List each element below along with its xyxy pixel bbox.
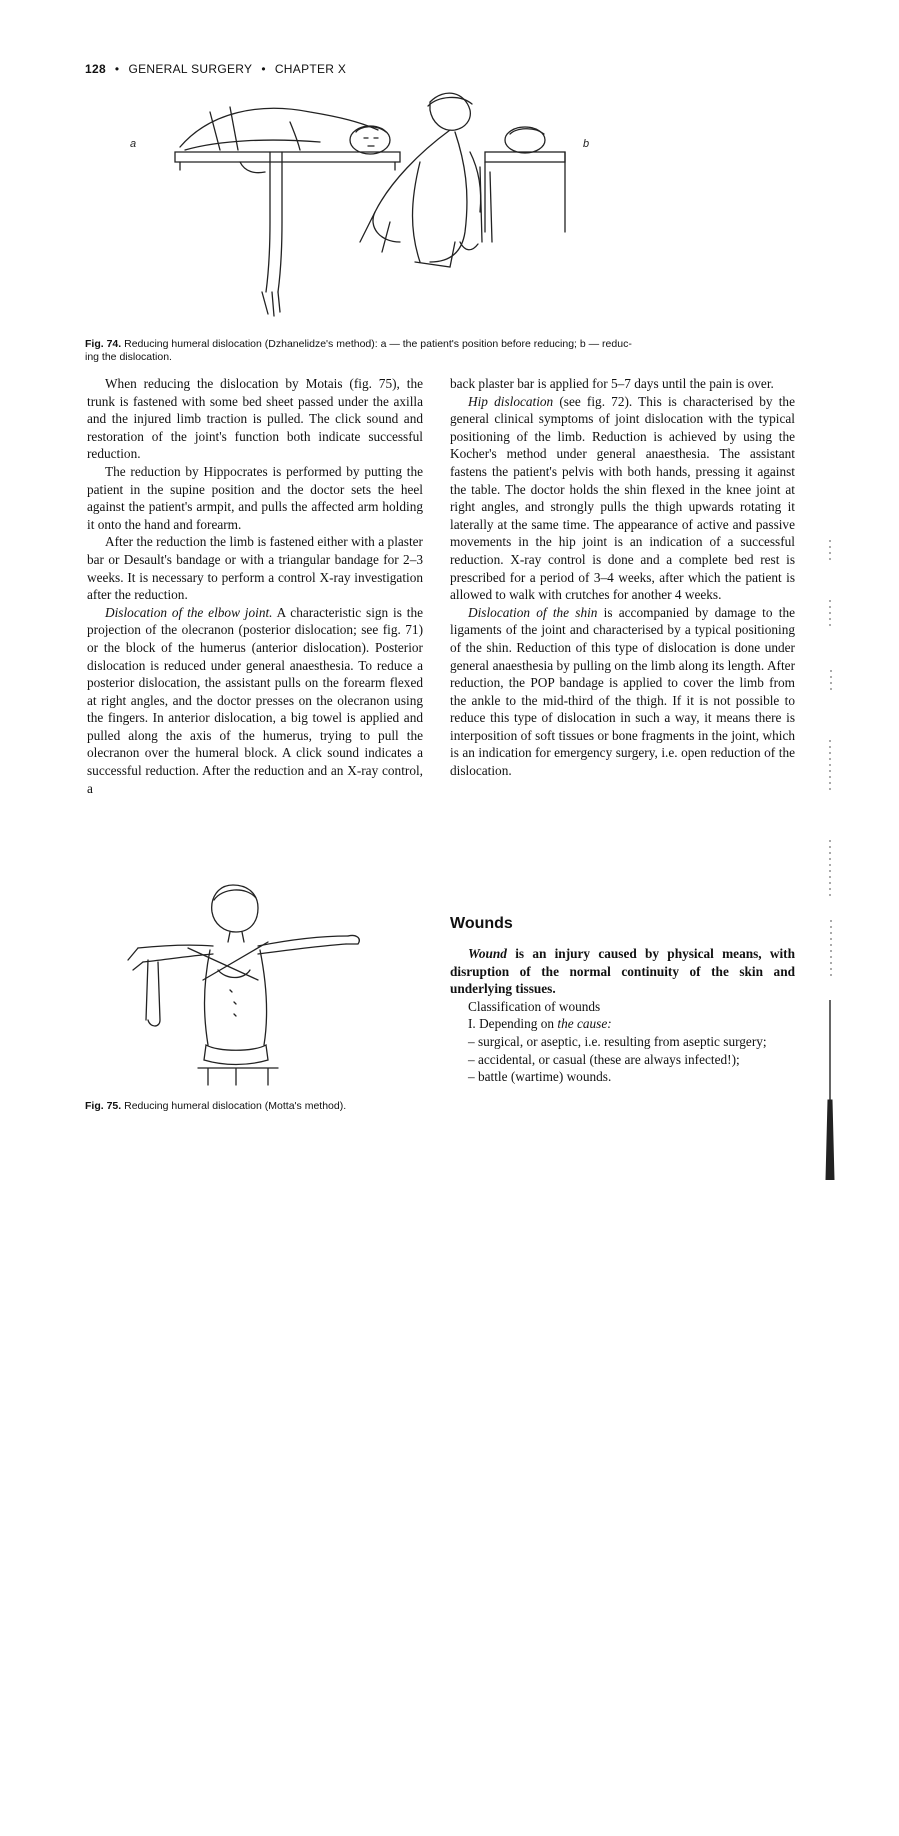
figure-74-illustration	[120, 92, 780, 332]
figure-75-caption-text: Reducing humeral dislocation (Motta's method).	[124, 1100, 347, 1112]
panel-b-label: b	[583, 138, 590, 150]
running-header: 128 • GENERAL SURGERY • CHAPTER X	[85, 62, 347, 76]
figure-75-caption	[85, 1100, 435, 1113]
item1-pre: I. Depending on	[468, 1016, 558, 1032]
figure-74-caption-text-2: ing the dislocation.	[85, 351, 172, 363]
item1-italic: the cause:	[557, 1016, 612, 1032]
paragraph-plaster-bar: back plaster bar is applied for 5–7 days until the pain is over.	[450, 376, 774, 391]
panel-a-label: a	[130, 138, 137, 150]
elbow-text: A characteristic sign is the projection of the olecranon (posterior dislocation; see fig. 71) or the block of the humerus (anterior dislocation). Posterior dislocation is reduced under general anaesthesia. To reduce a posterior dislocation, the assistant pulls on the forearm flexed at right angles, and the doctor presses on the olecranon using the fingers. In anterior dislocation, a big towel is applied and pulled along the axis of the humerus, trying to pull the olecranon over the humeral block. A click sound indicates a successful reduction. After the reduction and an X-ray control, a	[87, 604, 423, 796]
paragraph-motais: When reducing the dislocation by Motais (fig. 75), the trunk is fastened with some bed sheet passed under the axilla and the injured limb traction is pulled. The click sound and restoration of the joint's function both indicate successful reduction.	[87, 376, 423, 462]
paragraph-hip	[450, 393, 795, 604]
figure-74b-drawing	[360, 93, 565, 267]
wounds-classification: Classification of wounds	[468, 998, 601, 1014]
shin-lead: Dislocation of the shin	[468, 604, 598, 620]
wound-term: Wound	[468, 946, 507, 961]
figure-74-caption	[85, 338, 815, 364]
hip-lead: Hip dislocation	[468, 393, 554, 409]
wounds-item-2: – surgical, or aseptic, i.e. resulting from aseptic surgery;	[468, 1033, 767, 1049]
wounds-item-4: – battle (wartime) wounds.	[468, 1069, 612, 1085]
scan-edge-artifact	[822, 540, 838, 1180]
paragraph-elbow	[87, 604, 423, 798]
figure-74-caption-label: Fig. 74.	[85, 338, 122, 350]
book-title: GENERAL SURGERY	[128, 62, 253, 76]
paragraph-shin	[450, 604, 795, 780]
wound-definition	[450, 945, 795, 998]
figure-75-caption-label: Fig. 75.	[85, 1100, 122, 1112]
wounds-item-3: – accidental, or casual (these are always infected!);	[468, 1051, 740, 1067]
figure-74a-drawing	[175, 107, 400, 316]
figure-75-illustration	[118, 880, 378, 1090]
wounds-section	[450, 945, 795, 1086]
wound-definition-text: is an injury caused by physical means, with disruption of the normal continuity of the skin and underlying tissues.	[450, 946, 795, 997]
paragraph-after-reduction: After the reduction the limb is fastened either with a plaster bar or Desault's bandage or with a triangular bandage for 2–3 weeks. It is necessary to perform a control X-ray investigation after the reduction.	[87, 534, 423, 603]
page-number: 128	[85, 62, 106, 76]
elbow-lead: Dislocation of the elbow joint.	[105, 604, 273, 620]
right-column	[450, 375, 795, 780]
figure-74-caption-text: Reducing humeral dislocation (Dzhanelidze's method): a — the patient's position before reducing; b — reduc-	[124, 338, 632, 350]
shin-text: is accompanied by damage to the ligaments of the joint and characterised by a typical positioning of the shin. Reduction of this type of dislocation is done under general anaesthesia by pulling on the limb along its length. After reduction, the POP bandage is applied to cover the limb from the ankle to the mid-third of the thigh. If it is not possible to reduce this type of dislocation in such a way, it means there is interposition of soft tissues or bone fragments in the joint, which is an indication for emergency surgery, i.e. open reduction of the dislocation.	[450, 604, 795, 779]
left-column	[87, 375, 423, 797]
chapter-label: CHAPTER X	[274, 62, 347, 76]
section-heading-wounds: Wounds	[450, 915, 513, 932]
wounds-item-1	[450, 1015, 795, 1033]
paragraph-hippocrates: The reduction by Hippocrates is performed by putting the patient in the supine position and the doctor sets the heel against the patient's armpit, and pulls the affected arm holding it onto the hand and forearm.	[87, 463, 423, 532]
hip-text: (see fig. 72). This is characterised by the general clinical symptoms of joint dislocation with the typical positioning of the limb. Reduction is achieved by using the Kocher's method under general anaesthesia. The assistant fastens the patient's pelvis with both hands, pressing it against the table. The doctor holds the shin flexed in the knee joint at right angles, and strongly pulls the thigh upwards rotating it laterally at the same time. The appearance of active and passive movements in the hip joint is an indication of a successful reduction. X-ray control is done and a complete bed rest is prescribed for a period of 3–4 weeks, after which the patient is allowed to walk with crutches for another 4 weeks.	[450, 393, 795, 603]
